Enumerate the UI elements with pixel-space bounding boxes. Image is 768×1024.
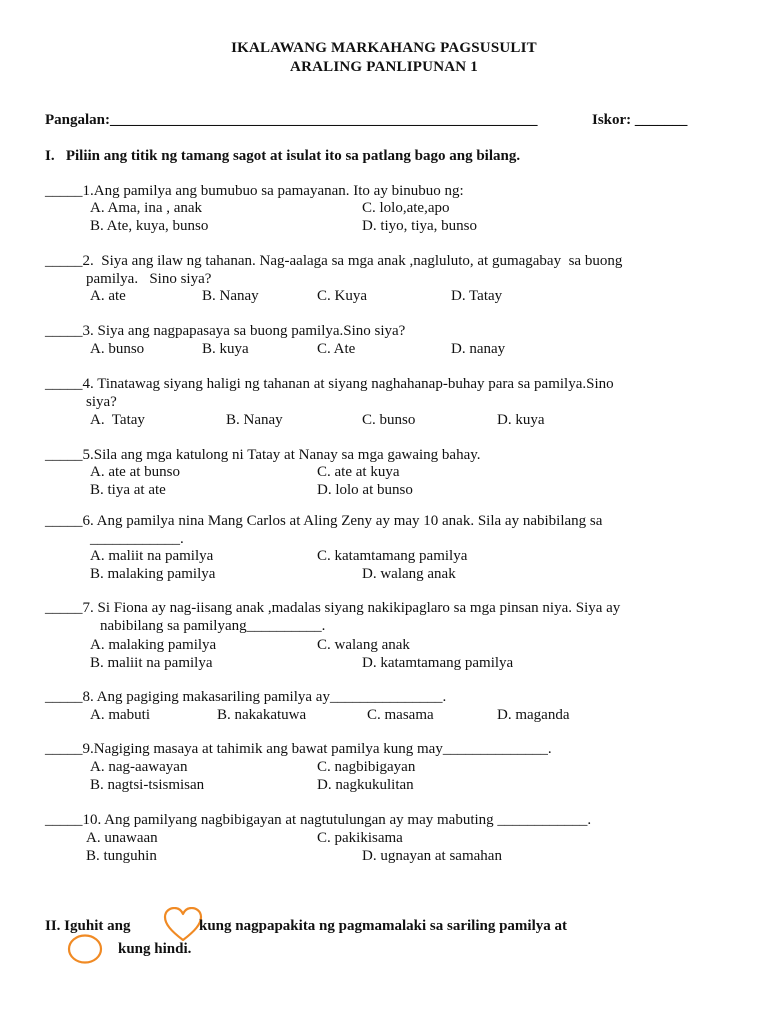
q5-choice-a: A. ate at bunso xyxy=(90,464,180,480)
q5-choice-d: D. lolo at bunso xyxy=(317,482,413,498)
q4-choice-d: D. kuya xyxy=(497,412,545,428)
q8-choice-b: B. nakakatuwa xyxy=(217,707,307,723)
question-6: _____6. Ang pamilya nina Mang Carlos at Aling Zeny ay may 10 anak. Sila ay nabibilang sa xyxy=(45,513,603,529)
question-4-cont: siya? xyxy=(86,394,117,410)
subject-title: ARALING PANLIPUNAN 1 xyxy=(290,59,478,75)
q6-choice-a: A. maliit na pamilya xyxy=(90,548,214,564)
q5-choice-c: C. ate at kuya xyxy=(317,464,400,480)
question-4: _____4. Tinatawag siyang haligi ng tahanan at siyang naghahanap-buhay para sa pamilya.Sino xyxy=(45,376,614,392)
q6-choice-c: C. katamtamang pamilya xyxy=(317,548,468,564)
part2-lead: II. Iguhit ang xyxy=(45,918,131,934)
circle-icon xyxy=(66,932,104,966)
q6-choice-d: D. walang anak xyxy=(362,566,456,582)
name-field-label: Pangalan:_________________________________________________________ xyxy=(45,112,538,128)
exam-title: IKALAWANG MARKAHANG PAGSUSULIT xyxy=(231,40,537,56)
part1-instruction: I. Piliin ang titik ng tamang sagot at isulat ito sa patlang bago ang bilang. xyxy=(45,148,521,164)
part2-instruction-cont: kung hindi. xyxy=(118,941,192,957)
q10-choice-d: D. ugnayan at samahan xyxy=(362,848,502,864)
q4-choice-a: A. Tatay xyxy=(90,412,145,428)
q9-choice-c: C. nagbibigayan xyxy=(317,759,416,775)
q2-choice-c: C. Kuya xyxy=(317,288,367,304)
q7-choice-a: A. malaking pamilya xyxy=(90,637,217,653)
q6-choice-b: B. malaking pamilya xyxy=(90,566,216,582)
q10-choice-b: B. tunguhin xyxy=(86,848,157,864)
q8-choice-a: A. mabuti xyxy=(90,707,150,723)
question-3: _____3. Siya ang nagpapasaya sa buong pamilya.Sino siya? xyxy=(45,323,406,339)
part2-instruction: kung nagpapakita ng pagmamalaki sa sariling pamilya at xyxy=(199,918,568,934)
q7-choice-b: B. maliit na pamilya xyxy=(90,655,213,671)
q9-choice-b: B. nagtsi-tsismisan xyxy=(90,777,205,793)
q4-choice-c: C. bunso xyxy=(362,412,416,428)
question-10: _____10. Ang pamilyang nagbibigayan at nagtutulungan ay may mabuting ____________. xyxy=(45,812,592,828)
q3-choice-b: B. kuya xyxy=(202,341,249,357)
question-7-cont: nabibilang sa pamilyang__________. xyxy=(100,618,326,634)
q1-choice-a: A. Ama, ina , anak xyxy=(90,200,203,216)
q7-choice-c: C. walang anak xyxy=(317,637,410,653)
q1-choice-c: C. lolo,ate,apo xyxy=(362,200,450,216)
q9-choice-d: D. nagkukulitan xyxy=(317,777,414,793)
q2-choice-a: A. ate xyxy=(90,288,126,304)
q8-choice-d: D. maganda xyxy=(497,707,570,723)
question-2-cont: pamilya. Sino siya? xyxy=(86,271,212,287)
q1-choice-b: B. Ate, kuya, bunso xyxy=(90,218,209,234)
question-5: _____5.Sila ang mga katulong ni Tatay at Nanay sa mga gawaing bahay. xyxy=(45,447,481,463)
q3-choice-c: C. Ate xyxy=(317,341,356,357)
q10-choice-c: C. pakikisama xyxy=(317,830,403,846)
q9-choice-a: A. nag-aawayan xyxy=(90,759,188,775)
q10-choice-a: A. unawaan xyxy=(86,830,158,846)
question-6-cont: ____________. xyxy=(90,531,184,547)
q8-choice-c: C. masama xyxy=(367,707,434,723)
q1-choice-d: D. tiyo, tiya, bunso xyxy=(362,218,477,234)
q3-choice-d: D. nanay xyxy=(451,341,506,357)
q3-choice-a: A. bunso xyxy=(90,341,145,357)
question-7: _____7. Si Fiona ay nag-iisang anak ,madalas siyang nakikipaglaro sa mga pinsan niya. Siya ay xyxy=(45,600,621,616)
question-9: _____9.Nagiging masaya at tahimik ang bawat pamilya kung may______________. xyxy=(45,741,552,757)
heart-icon xyxy=(163,907,203,943)
q4-choice-b: B. Nanay xyxy=(226,412,283,428)
q2-choice-b: B. Nanay xyxy=(202,288,259,304)
score-field-label: Iskor: _______ xyxy=(592,112,688,128)
q2-choice-d: D. Tatay xyxy=(451,288,503,304)
q7-choice-d: D. katamtamang pamilya xyxy=(362,655,514,671)
question-1: _____1.Ang pamilya ang bumubuo sa pamayanan. Ito ay binubuo ng: xyxy=(45,183,464,199)
question-8: _____8. Ang pagiging makasariling pamilya ay_______________. xyxy=(45,689,447,705)
q5-choice-b: B. tiya at ate xyxy=(90,482,166,498)
question-2: _____2. Siya ang ilaw ng tahanan. Nag-aalaga sa mga anak ,nagluluto, at gumagabay sa buong xyxy=(45,253,623,269)
